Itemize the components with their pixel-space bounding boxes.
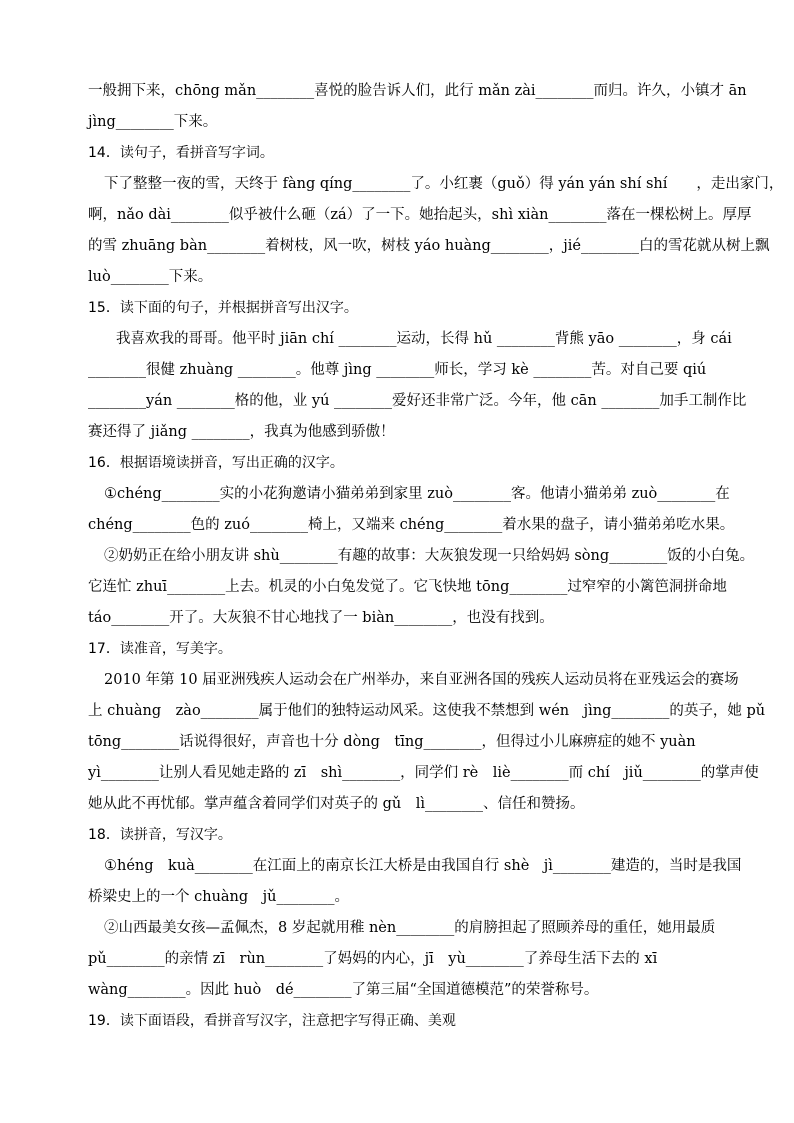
- text-line: 的雪 zhuāng bàn________着树枝，风一吹，树枝 yáo huàng________，jié________白的雪花就从树上飘: [88, 238, 770, 254]
- question-heading: 14．读句子，看拼音写字词。: [88, 145, 274, 161]
- text-line: 她从此不再忧郁。掌声蕴含着同学们对英子的 gǔ lì________、信任和赞扬。: [88, 796, 585, 812]
- text-line: ②奶奶正在给小朋友讲 shù________有趣的故事：大灰狼发现一只给妈妈 sòng________饭的小白兔。: [104, 548, 755, 564]
- text-line: 啊，nǎo dài________似乎被什么砸（zá）了一下。她抬起头，shì xiàn________落在一棵松树上。厚厚: [88, 207, 752, 223]
- text-line: táo________开了。大灰狼不甘心地找了一 biàn________，也没有找到。: [88, 610, 554, 626]
- text-line: 它连忙 zhuī________上去。机灵的小白兔发觉了。它飞快地 tōng________过窄窄的小篱笆洞拼命地: [88, 579, 727, 595]
- text-line: 2010 年第 10 届亚洲残疾人运动会在广州举办，来自亚洲各国的残疾人运动员将在亚残运会的赛场: [104, 672, 739, 688]
- text-line: yì________让别人看见她走路的 zī shì________，同学们 rè liè________而 chí jiǔ________的掌声使: [88, 765, 759, 781]
- text-line: 桥梁史上的一个 chuàng jǔ________。: [88, 889, 350, 905]
- text-line: jìng________下来。: [88, 114, 218, 130]
- text-line: ①chéng________实的小花狗邀请小猫弟弟到家里 zuò________客。他请小猫弟弟 zuò________在: [104, 486, 730, 502]
- text-line: 一般拥下来，chōng mǎn________喜悦的脸告诉人们，此行 mǎn zài________而归。许久，小镇才 ān: [88, 83, 747, 99]
- question-heading: 15．读下面的句子，并根据拼音写出汉字。: [88, 300, 358, 316]
- text-line: ②山西最美女孩—孟佩杰，8 岁起就用稚 nèn________的肩膀担起了照顾养母的重任，她用最质: [104, 920, 716, 936]
- text-line: 上 chuàng zào________属于他们的独特运动风采。这使我不禁想到 wén jìng________的英子，她 pǔ: [88, 703, 766, 719]
- text-line: 赛还得了 jiǎng ________，我真为他感到骄傲！: [88, 424, 395, 440]
- text-line: pǔ________的亲情 zī rùn________了妈妈的内心，jī yù________了养母生活下去的 xī: [88, 951, 658, 967]
- text-line: ________yán ________格的他，业 yú ________爱好还非常广泛。今年，他 cān ________加手工制作比: [88, 393, 747, 409]
- text-line: 我喜欢我的哥哥。他平时 jiān chí ________运动，长得 hǔ ________背熊 yāo ________，身 cái: [116, 331, 732, 347]
- text-line: tōng________话说得很好，声音也十分 dòng tīng________，但得过小儿麻痹症的她不 yuàn: [88, 734, 696, 750]
- text-line: wàng________。因此 huò dé________了第三届“全国道德模范”的荣誉称号。: [88, 982, 599, 998]
- text-line: ①héng kuà________在江面上的南京长江大桥是由我国自行 shè jì________建造的，当时是我国: [104, 858, 742, 874]
- question-heading: 18．读拼音，写汉字。: [88, 827, 232, 843]
- text-line: luò________下来。: [88, 269, 213, 285]
- question-heading: 16．根据语境读拼音，写出正确的汉字。: [88, 455, 344, 471]
- question-heading: 17．读准音，写美字。: [88, 641, 232, 657]
- worksheet-page: [88, 76, 784, 1037]
- question-heading: 19．读下面语段，看拼音写汉字，注意把字写得正确、美观: [88, 1013, 456, 1029]
- text-line: 下了整整一夜的雪，天终于 fàng qíng________了。小红裹（guǒ）得 yán yán shí shí ，走出家门，: [104, 176, 784, 192]
- text-line: chéng________色的 zuó________椅上，又端来 chéng________着水果的盘子，请小猫弟弟吃水果。: [88, 517, 735, 533]
- text-line: ________很健 zhuàng ________。他尊 jìng ________师长，学习 kè ________苦。对自己要 qiú: [88, 362, 707, 378]
